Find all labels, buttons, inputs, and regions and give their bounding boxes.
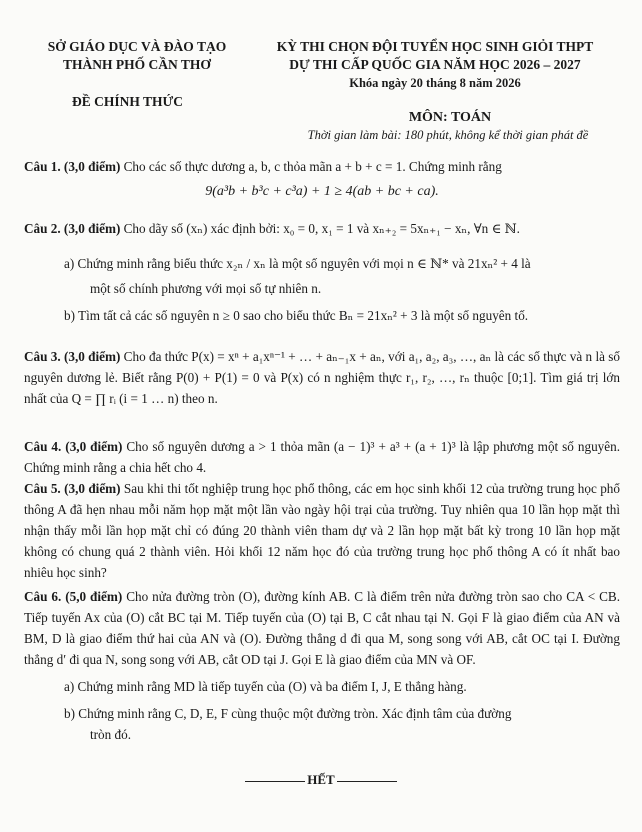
q2b: b) Tìm tất cả các số nguyên n ≥ 0 sao cho biểu thức Bₙ = 21xₙ² + 3 là một số nguyên tố. bbox=[64, 308, 529, 323]
subject: MÔN: TOÁN bbox=[408, 110, 492, 125]
end-line-right bbox=[337, 781, 397, 782]
official-label: ĐỀ CHÍNH THỨC bbox=[72, 94, 184, 109]
question-5 bbox=[24, 478, 620, 583]
question-1 bbox=[24, 156, 620, 202]
q4-label: Câu 4. (3,0 điểm) bbox=[24, 439, 123, 454]
question-4 bbox=[24, 436, 620, 478]
exam-line1: KỲ THI CHỌN ĐỘI TUYỂN HỌC SINH GIỎI THPT bbox=[276, 39, 594, 54]
q6-text: Cho nửa đường tròn (O), đường kính AB. C là điểm trên nửa đường tròn sao cho CA < CB. Tiếp tuyến Ax của (O) cắt BC tại M. Tiếp tuyến của (O) tại B, C cắt nhau tại N. Gọi F là giao điểm của AN và BM, D là giao điểm thứ hai của AN và (O). Đường thẳng d đi qua M, song song với AB, cắt OC tại I. Đường thẳng d′ đi qua N, song song với AB, cắt OD tại J. Gọi E là giao điểm của MN và OF. bbox=[24, 589, 620, 667]
question-2 bbox=[24, 218, 620, 326]
q4-text: Cho số nguyên dương a > 1 thỏa mãn (a − 1)³ + a³ + (a + 1)³ là lập phương một số nguyên. Chứng minh rằng a chia hết cho 4. bbox=[24, 439, 620, 475]
q6a: a) Chứng minh rằng MD là tiếp tuyến của (O) và ba điểm I, J, E thẳng hàng. bbox=[64, 679, 467, 694]
q2a-cont: một số chính phương với mọi số tự nhiên n. bbox=[90, 281, 322, 296]
exam-date: Khóa ngày 20 tháng 8 năm 2026 bbox=[349, 76, 521, 90]
department-line2: THÀNH PHỐ CẦN THƠ bbox=[63, 57, 211, 72]
exam-line2: DỰ THI CẤP QUỐC GIA NĂM HỌC 2026 – 2027 bbox=[289, 57, 581, 72]
department-line1: SỞ GIÁO DỤC VÀ ĐÀO TẠO bbox=[47, 39, 227, 54]
q6b-cont: tròn đó. bbox=[90, 727, 132, 742]
question-3 bbox=[24, 346, 620, 409]
q3-text: Cho đa thức P(x) = xⁿ + a₁xⁿ⁻¹ + … + aₙ₋₁x + aₙ, với a₁, a₂, a₃, …, aₙ là các số thực và n là số nguyên dương lẻ. Biết rằng P(0) + P(1) = 0 và P(x) có n nghiệm thực r₁, r₂, …, rₙ thuộc [0;1]. Tìm giá trị lớn nhất của Q = ∏ rᵢ (i = 1 … n) theo n. bbox=[24, 349, 621, 406]
q2a: a) Chứng minh rằng biểu thức x₂ₙ / xₙ là một số nguyên với mọi n ∈ ℕ* và 21xₙ² + 4 là bbox=[64, 256, 531, 271]
q6-label: Câu 6. (5,0 điểm) bbox=[24, 589, 123, 604]
q1-formula: 9(a³b + b³c + c³a) + 1 ≥ 4(ab + bc + ca). bbox=[205, 184, 439, 199]
q2-label: Câu 2. (3,0 điểm) bbox=[24, 221, 121, 236]
q5-label: Câu 5. (3,0 điểm) bbox=[24, 481, 121, 496]
end-line-left bbox=[245, 781, 305, 782]
end-text: HẾT bbox=[307, 772, 335, 787]
q6b: b) Chứng minh rằng C, D, E, F cùng thuộc một đường tròn. Xác định tâm của đường bbox=[64, 706, 512, 721]
q2-text: Cho dãy số (xₙ) xác định bởi: x₀ = 0, x₁ = 1 và xₙ₊₂ = 5xₙ₊₁ − xₙ, ∀n ∈ ℕ. bbox=[120, 221, 520, 236]
end-marker bbox=[0, 772, 642, 788]
q1-label: Câu 1. (3,0 điểm) bbox=[24, 159, 121, 174]
department-header bbox=[42, 38, 232, 74]
exam-header bbox=[250, 38, 620, 92]
q3-label: Câu 3. (3,0 điểm) bbox=[24, 349, 121, 364]
q5-text: Sau khi thi tốt nghiệp trung học phổ thông, các em học sinh khối 12 của trường trung học phổ thông A đã hẹn nhau mỗi năm họp mặt một lần vào ngày hội trại của trường. Tuy nhiên qua 10 lần họp mặt thì nhận thấy mỗi lần họp mặt chỉ có đúng 20 thành viên tham dự và 2 lần họp mặt bất kỳ trong 10 lần họp mặt không có chung quá 2 thành viên. Hỏi khối 12 năm học đó của trường trung học phổ thông A có ít nhất bao nhiêu học sinh? bbox=[24, 481, 620, 580]
question-6 bbox=[24, 586, 620, 745]
q1-text: Cho các số thực dương a, b, c thỏa mãn a + b + c = 1. Chứng minh rằng bbox=[120, 159, 502, 174]
duration: Thời gian làm bài: 180 phút, không kể thời gian phát đề bbox=[307, 128, 589, 142]
